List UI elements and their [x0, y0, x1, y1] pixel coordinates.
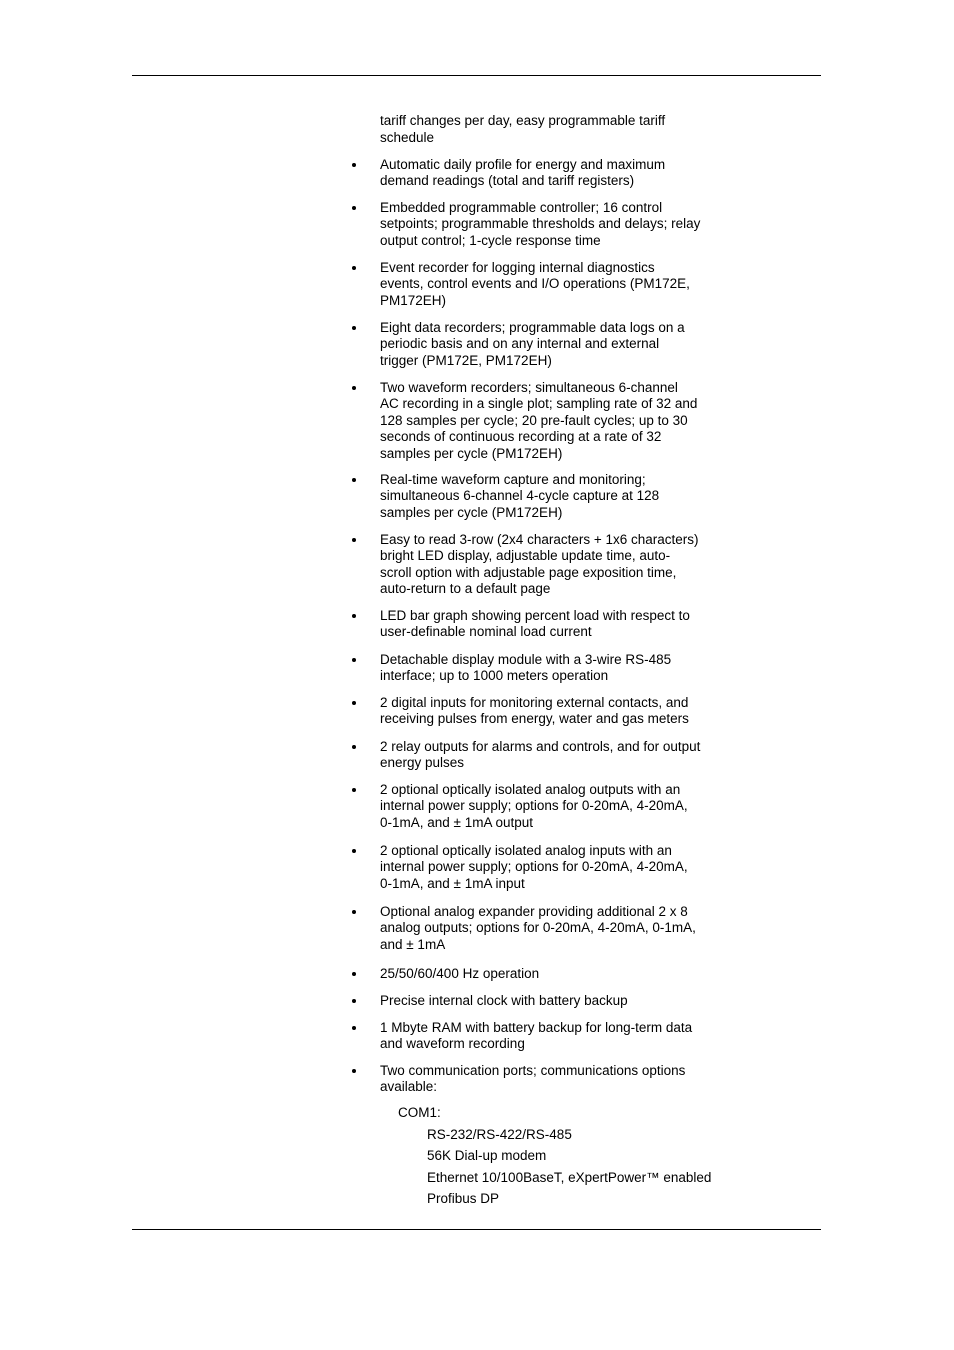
feature-line: Eight data recorders; programmable data logs on a: [380, 320, 685, 335]
com1-option: Profibus DP: [427, 1191, 500, 1206]
feature-line: demand readings (total and tariff registers): [380, 173, 635, 189]
bullet-icon: [352, 206, 358, 212]
feature-line: Detachable display module with a 3-wire RS-485: [380, 652, 672, 667]
footer-rule: [132, 1229, 821, 1230]
continuation-line: tariff changes per day, easy programmable tariff: [380, 113, 666, 128]
feature-line: output control; 1-cycle response time: [380, 232, 601, 248]
feature-line: analog outputs; options for 0-20mA, 4-20mA, 0-1mA,: [380, 920, 696, 936]
feature-line: 0-1mA, and ± 1mA output: [380, 814, 533, 830]
bullet-icon: [352, 266, 358, 272]
bullet-icon: [352, 701, 358, 707]
bullet-icon: [352, 478, 358, 484]
feature-line: periodic basis and on any internal and external: [380, 336, 660, 352]
header-rule: [132, 75, 821, 76]
feature-line: and ± 1mA: [380, 936, 446, 952]
feature-line: simultaneous 6-channel 4-cycle capture at 128: [380, 488, 660, 504]
com1-label: COM1:: [398, 1105, 441, 1120]
bullet-icon: [352, 972, 358, 978]
feature-line: 128 samples per cycle; 20 pre-fault cycles; up to 30: [380, 412, 688, 428]
feature-line: setpoints; programmable thresholds and delays; relay: [380, 216, 701, 232]
feature-line: and waveform recording: [380, 1036, 525, 1052]
feature-line: available:: [380, 1079, 438, 1095]
feature-line: 1 Mbyte RAM with battery backup for long-term data: [380, 1020, 693, 1035]
feature-line: scroll option with adjustable page exposition time,: [380, 564, 677, 580]
feature-line: events, control events and I/O operations (PM172E,: [380, 276, 690, 292]
feature-line: samples per cycle (PM172EH): [380, 504, 563, 520]
feature-line: samples per cycle (PM172EH): [380, 445, 563, 461]
feature-line: LED bar graph showing percent load with respect to: [380, 608, 690, 623]
bullet-icon: [352, 658, 358, 664]
feature-line: Easy to read 3-row (2x4 characters + 1x6 characters): [380, 532, 699, 547]
feature-line: 25/50/60/400 Hz operation: [380, 966, 540, 981]
feature-line: Event recorder for logging internal diagnostics: [380, 260, 655, 275]
feature-line: PM172EH): [380, 292, 447, 308]
feature-line: 2 optional optically isolated analog outputs with an: [380, 782, 681, 797]
feature-line: 2 relay outputs for alarms and controls, and for output: [380, 739, 701, 754]
bullet-icon: [352, 386, 358, 392]
bullet-icon: [352, 1069, 358, 1075]
com1-option: Ethernet 10/100BaseT, eXpertPower™ enabled: [427, 1170, 712, 1185]
feature-line: 2 optional optically isolated analog inputs with an: [380, 843, 672, 858]
feature-line: interface; up to 1000 meters operation: [380, 668, 609, 684]
feature-line: seconds of continuous recording at a rate of 32: [380, 429, 662, 445]
bullet-icon: [352, 1026, 358, 1032]
continuation-line: schedule: [380, 130, 435, 145]
feature-line: trigger (PM172E, PM172EH): [380, 352, 552, 368]
bullet-icon: [352, 538, 358, 544]
com1-option: 56K Dial-up modem: [427, 1148, 547, 1163]
feature-line: Optional analog expander providing additional 2 x 8: [380, 904, 688, 919]
feature-line: user-definable nominal load current: [380, 624, 592, 640]
bullet-icon: [352, 326, 358, 332]
bullet-icon: [352, 999, 358, 1005]
feature-line: Real-time waveform capture and monitoring;: [380, 472, 646, 487]
bullet-icon: [352, 788, 358, 794]
feature-line: 0-1mA, and ± 1mA input: [380, 875, 525, 891]
feature-line: bright LED display, adjustable update time, auto-: [380, 548, 671, 564]
feature-line: energy pulses: [380, 755, 465, 771]
feature-line: Two waveform recorders; simultaneous 6-channel: [380, 380, 678, 395]
bullet-icon: [352, 745, 358, 751]
feature-line: AC recording in a single plot; sampling rate of 32 and: [380, 396, 698, 412]
com1-option: RS-232/RS-422/RS-485: [427, 1127, 572, 1142]
feature-line: 2 digital inputs for monitoring external contacts, and: [380, 695, 689, 710]
feature-line: internal power supply; options for 0-20mA, 4-20mA,: [380, 798, 688, 814]
feature-line: auto-return to a default page: [380, 581, 551, 597]
bullet-icon: [352, 163, 358, 169]
bullet-icon: [352, 910, 358, 916]
feature-line: Precise internal clock with battery backup: [380, 993, 628, 1008]
feature-line: internal power supply; options for 0-20mA, 4-20mA,: [380, 859, 688, 875]
feature-line: Automatic daily profile for energy and maximum: [380, 157, 666, 172]
feature-line: Embedded programmable controller; 16 control: [380, 200, 663, 215]
feature-line: receiving pulses from energy, water and gas meters: [380, 711, 689, 727]
bullet-icon: [352, 849, 358, 855]
bullet-icon: [352, 614, 358, 620]
feature-line: Two communication ports; communications options: [380, 1063, 686, 1078]
